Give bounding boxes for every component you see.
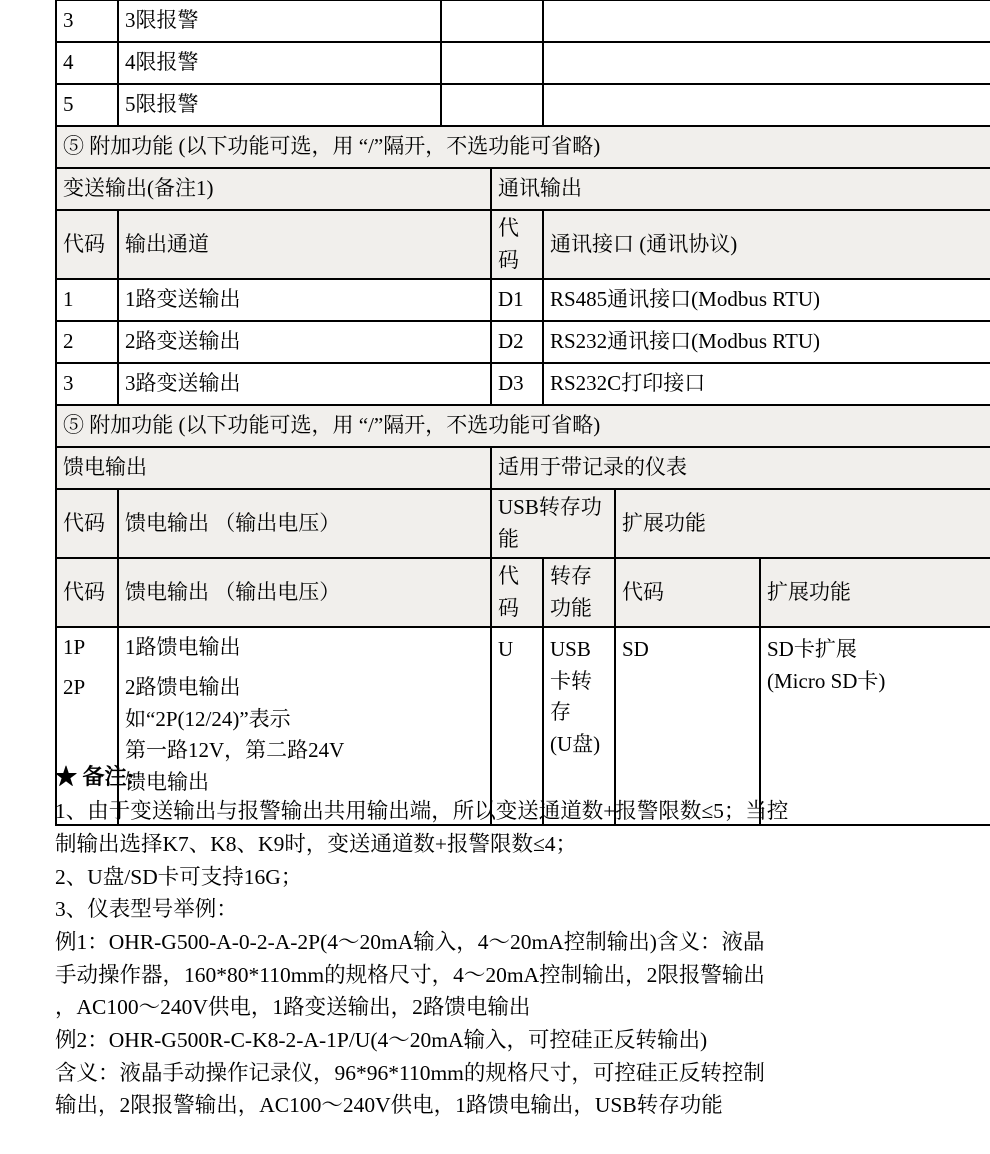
notes-section (55, 760, 955, 1122)
communication-output-header: 通讯输出 (491, 168, 990, 210)
notes-title: ★ 备注: (55, 764, 134, 789)
alarm-code-4: 4 (56, 42, 118, 84)
transmit-code-3: 3 (56, 363, 118, 405)
table-row (56, 0, 990, 42)
transmit-desc-2: 2路变送输出 (118, 321, 491, 363)
comm-interface-header: 通讯接口 (通讯协议) (543, 210, 990, 279)
alarm-blank-5 (441, 84, 543, 126)
section5-title-b: ⑤ 附加功能 (以下功能可选，用 “/”隔开，不选功能可省略) (56, 405, 990, 447)
table-row (56, 279, 990, 321)
expand-function-header: 扩展功能 (615, 489, 990, 558)
usb-desc-line2: (U盘) (550, 731, 601, 756)
table-row (56, 627, 990, 668)
power-voltage-header: 馈电输出 （输出电压） (118, 489, 491, 558)
section5-title-a: ⑤ 附加功能 (以下功能可选，用 “/”隔开，不选功能可省略) (56, 126, 990, 168)
alarm-desc-5: 5限报警 (118, 84, 441, 126)
power-desc-subheader: 馈电输出 （输出电压） (118, 558, 491, 627)
transmit-channel-header: 输出通道 (118, 210, 491, 279)
example-1-line-1: 例1：OHR-G500-A-0-2-A-2P(4～20mA输入，4～20mA控制输出)含义：液晶 (55, 930, 765, 955)
expand-desc-line2: (Micro SD卡) (767, 668, 886, 693)
power-2p-line4: 馈电输出 (125, 769, 209, 794)
alarm-blank-2 (543, 0, 990, 42)
power-2p-line3: 第一路12V，第二路24V (125, 738, 345, 762)
example-2-line-2: 含义：液晶手动操作记录仪，96*96*110mm的规格尺寸，可控硅正反转控制 (55, 1060, 765, 1085)
power-code-subheader: 代码 (56, 558, 118, 627)
power-code-2p: 2P (56, 668, 118, 825)
table-row (56, 405, 990, 447)
table-row (56, 321, 990, 363)
example-1-line-2: 手动操作器，160*80*110mm的规格尺寸，4～20mA控制输出，2限报警输出 (55, 962, 765, 987)
note-2: 2、U盘/SD卡可支持16G； (55, 864, 303, 889)
table-row (56, 42, 990, 84)
comm-code-d2: D2 (491, 321, 543, 363)
note-3: 3、仪表型号举例： (55, 897, 238, 922)
usb-code-header: 代码 (491, 558, 543, 627)
table-row (56, 489, 990, 558)
expand-desc-header: 扩展功能 (760, 558, 990, 627)
table-row (56, 558, 990, 627)
usb-desc-line1: USB卡转存 (550, 637, 592, 724)
transmit-code-header: 代码 (56, 210, 118, 279)
usb-transfer-header: 转存功能 (543, 558, 615, 627)
transmit-desc-1: 1路变送输出 (118, 279, 491, 321)
expand-code-header: 代码 (615, 558, 760, 627)
power-code-header: 代码 (56, 489, 118, 558)
power-output-header: 馈电输出 (56, 447, 491, 489)
alarm-blank-4 (543, 42, 990, 84)
specification-table (55, 0, 990, 826)
table-row (56, 84, 990, 126)
expand-desc-line1: SD卡扩展 (767, 637, 857, 661)
recorder-applicable-header: 适用于带记录的仪表 (491, 447, 990, 489)
expand-code-sd: SD (615, 627, 760, 825)
alarm-desc-4: 4限报警 (118, 42, 441, 84)
alarm-blank-3 (441, 42, 543, 84)
comm-code-d3: D3 (491, 363, 543, 405)
power-2p-line1: 2路馈电输出 (125, 675, 241, 699)
table-row (56, 210, 990, 279)
example-2-line-1: 例2：OHR-G500R-C-K8-2-A-1P/U(4～20mA输入，可控硅正反转输出) (55, 1028, 708, 1053)
comm-desc-d3: RS232C打印接口 (543, 363, 990, 405)
comm-desc-d1: RS485通讯接口(Modbus RTU) (543, 279, 990, 321)
usb-code-u: U (491, 627, 543, 825)
power-desc-1p: 1路馈电输出 (118, 627, 491, 668)
comm-desc-d2: RS232通讯接口(Modbus RTU) (543, 321, 990, 363)
table-row (56, 447, 990, 489)
power-code-1p: 1P (56, 627, 118, 668)
table-row (56, 126, 990, 168)
transmit-desc-3: 3路变送输出 (118, 363, 491, 405)
transmit-code-1: 1 (56, 279, 118, 321)
note-1-line-1: 1、由于变送输出与报警输出共用输出端，所以变送通道数+报警限数≤5；当控 (55, 799, 789, 824)
transmit-output-header: 变送输出(备注1) (56, 168, 491, 210)
comm-code-d1: D1 (491, 279, 543, 321)
table-row (56, 363, 990, 405)
transmit-code-2: 2 (56, 321, 118, 363)
alarm-desc-3: 3限报警 (118, 0, 441, 42)
example-1-line-3: ，AC100～240V供电，1路变送输出，2路馈电输出 (55, 995, 531, 1020)
example-2-line-3: 输出，2限报警输出，AC100～240V供电，1路馈电输出，USB转存功能 (55, 1093, 723, 1118)
comm-code-header: 代码 (491, 210, 543, 279)
usb-function-header: USB转存功能 (491, 489, 615, 558)
note-1-line-2: 制输出选择K7、K8、K9时，变送通道数+报警限数≤4； (55, 832, 578, 857)
alarm-code-5: 5 (56, 84, 118, 126)
alarm-code-3: 3 (56, 0, 118, 42)
table-row (56, 168, 990, 210)
alarm-blank-6 (543, 84, 990, 126)
power-2p-line2: 如“2P(12/24)”表示 (125, 706, 291, 731)
alarm-blank-1 (441, 0, 543, 42)
